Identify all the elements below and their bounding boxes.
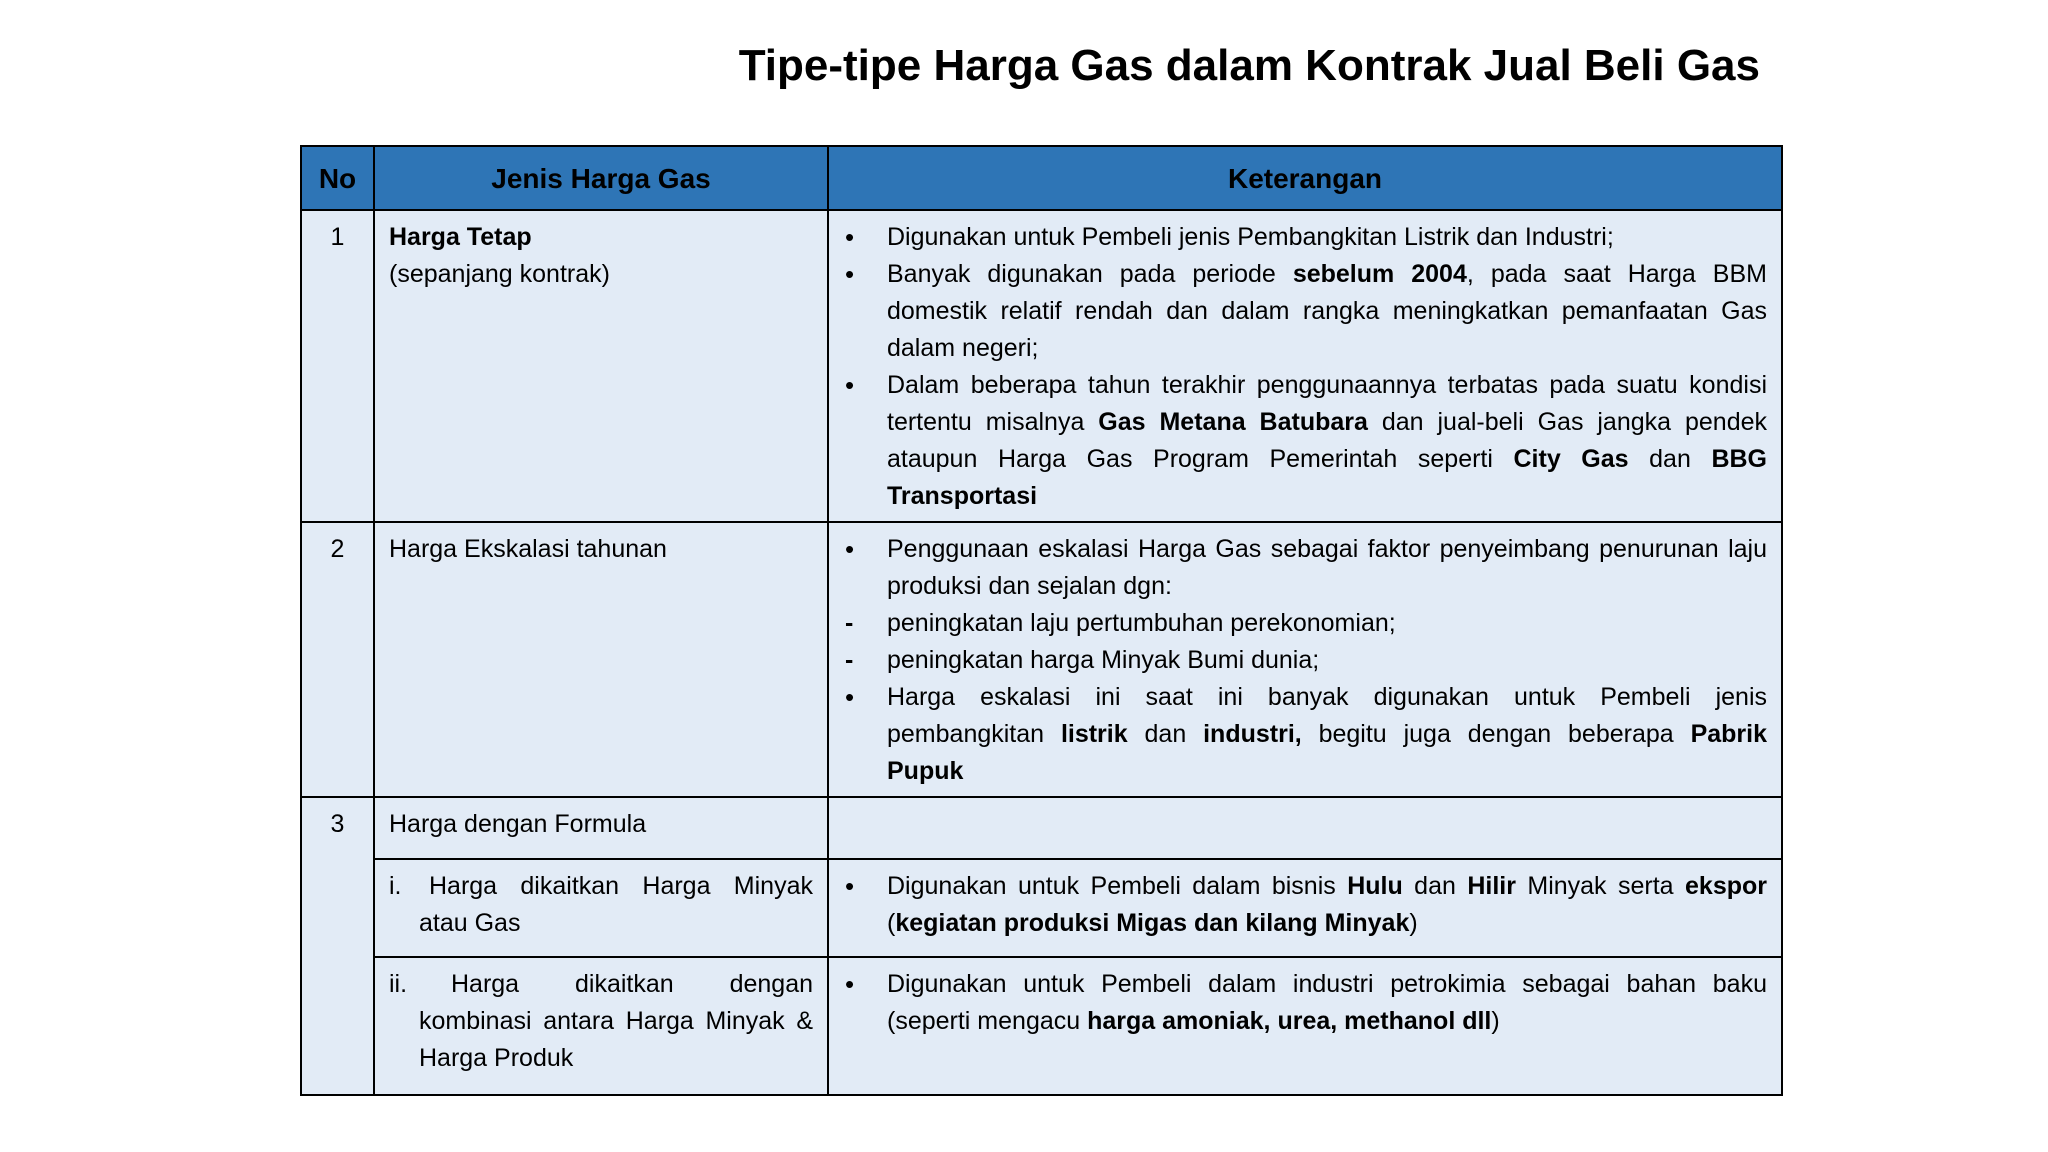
price-subtype-cell [374,859,828,957]
description-cell-empty [828,797,1782,859]
description-cell [828,859,1782,957]
price-type-cell: Harga Ekskalasi tahunan [374,522,828,797]
price-type-subtitle: (sepanjang kontrak) [389,260,610,288]
bullet-item: • Digunakan untuk Pembeli dalam industri petrokimia sebagai bahan baku (seperti mengacu harga amoniak, urea, methanol dll) [843,966,1767,1040]
bullet-item: • Digunakan untuk Pembeli dalam bisnis Hulu dan Hilir Minyak serta ekspor (kegiatan produksi Migas dan kilang Minyak) [843,868,1767,942]
subtype-label: ii. Harga dikaitkan dengan kombinasi antara Harga Minyak & Harga Produk [389,970,813,1072]
dash-item: - peningkatan laju pertumbuhan perekonomian; [843,605,1767,642]
header-keterangan: Keterangan [828,146,1782,210]
header-no: No [301,146,374,210]
bullet-item: • Digunakan untuk Pembeli jenis Pembangkitan Listrik dan Industri; [843,219,1767,256]
price-type-cell: Harga dengan Formula [374,797,828,859]
table-row [301,210,1782,522]
bullet-list [843,219,1767,515]
subtype-label: i. Harga dikaitkan Harga Minyak atau Gas [389,872,813,937]
bullet-item: • Harga eskalasi ini saat ini banyak digunakan untuk Pembeli jenis pembangkitan listrik dan industri, begitu juga dengan beberapa Pabrik Pupuk [843,679,1767,790]
table-subrow [301,859,1782,957]
header-jenis: Jenis Harga Gas [374,146,828,210]
table-subrow [301,957,1782,1095]
price-subtype-cell [374,957,828,1095]
bullet-item: • Penggunaan eskalasi Harga Gas sebagai faktor penyeimbang penurunan laju produksi dan sejalan dgn: - peningkatan laju pertumbuhan perekonomian; - peningkatan harga Minyak Bumi dunia; [843,531,1767,679]
price-type-title: Harga Tetap [389,223,532,251]
dash-list [843,605,1767,679]
description-cell [828,522,1782,797]
row-number: 2 [301,522,374,797]
bullet-list [843,531,1767,790]
row-number: 3 [301,797,374,1095]
bullet-item: • Banyak digunakan pada periode sebelum 2004, pada saat Harga BBM domestik relatif rendah dan dalam rangka meningkatkan pemanfaatan Gas dalam negeri; [843,256,1767,367]
bullet-list [843,868,1767,942]
gas-price-table [300,145,1783,1096]
bullet-item: • Dalam beberapa tahun terakhir penggunaannya terbatas pada suatu kondisi tertentu misalnya Gas Metana Batubara dan jual-beli Gas jangka pendek ataupun Harga Gas Program Pemerintah seperti City Gas dan BBG Transportasi [843,367,1767,515]
table-header-row [301,146,1782,210]
page-title: Tipe-tipe Harga Gas dalam Kontrak Jual Beli Gas [738,41,1760,90]
description-cell [828,210,1782,522]
bullet-list [843,966,1767,1040]
table-row [301,522,1782,797]
price-type-cell [374,210,828,522]
dash-item: - peningkatan harga Minyak Bumi dunia; [843,642,1767,679]
row-number: 1 [301,210,374,522]
description-cell [828,957,1782,1095]
table-row [301,797,1782,859]
